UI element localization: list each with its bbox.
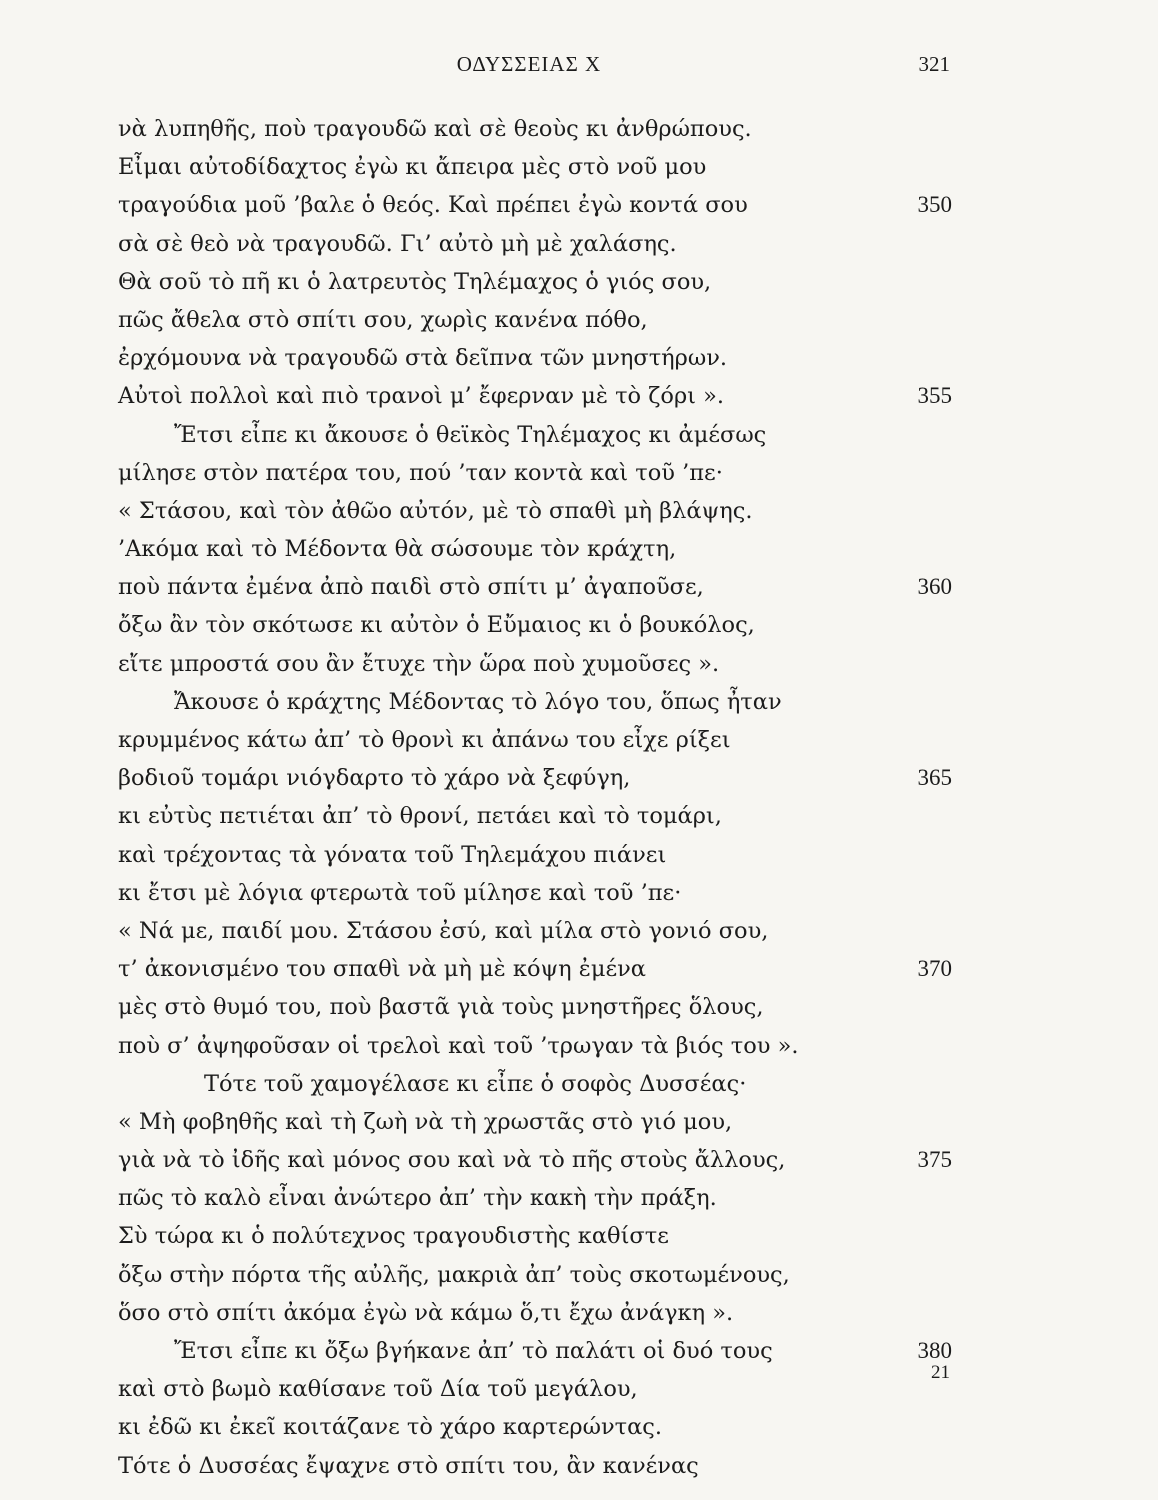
verse-text: ὅσο στὸ σπίτι ἀκόμα ἐγὼ νὰ κάμω ὅ,τι ἔχω ἀνάγκη ». [118,1299,734,1326]
verse-text: Εἶμαι αὐτοδίδαχτος ἐγὼ κι ἄπειρα μὲς στὸ νοῦ μου [118,154,707,181]
verse-line-number: 365 [917,765,952,791]
verse-line [118,416,958,454]
verse-text: Ἔτσι εἶπε κι ὄξω βγήκανε ἀπ’ τὸ παλάτι οἱ δυό τους [174,1338,773,1364]
verse-line [118,1217,958,1255]
running-title: ΟΔΥΣΣΕΙΑΣ Χ [456,52,602,76]
verse-text: κι εὐτὺς πετιέται ἀπ’ τὸ θρονί, πετάει καὶ τὸ τομάρι, [118,803,722,830]
verse-line [118,1408,958,1446]
verse-text: πῶς ἄθελα στὸ σπίτι σου, χωρὶς κανένα πόθο, [118,306,648,333]
signature-mark: 21 [931,1362,950,1383]
verse-line [118,874,958,912]
verse-text: ποὺ πάντα ἐμένα ἀπὸ παιδὶ στὸ σπίτι μ’ ἀγαποῦσε, [118,574,704,601]
verse-text: Θὰ σοῦ τὸ πῆ κι ὁ λατρευτὸς Τηλέμαχος ὁ γιός σου, [118,268,712,295]
verse-line [118,1141,958,1179]
verse-text: « Στάσου, καὶ τὸν ἀθῶο αὐτόν, μὲ τὸ σπαθὶ μὴ βλάψης. [118,497,753,524]
verse-line-number: 370 [917,956,952,982]
verse-text: κι ἔτσι μὲ λόγια φτερωτὰ τοῦ μίλησε καὶ τοῦ ’πε· [118,879,682,906]
verse-line [118,836,958,874]
verse-text: τ’ ἀκονισμένο του σπαθὶ νὰ μὴ μὲ κόψη ἐμένα [118,956,646,983]
verse-text: βοδιοῦ τομάρι νιόγδαρτο τὸ χάρο νὰ ξεφύγη, [118,765,631,792]
verse-line [118,1179,958,1217]
verse-line-number: 375 [917,1147,952,1173]
verse-line [118,606,958,644]
verse-line [118,950,958,988]
verse-text: τραγούδια μοῦ ’βαλε ὁ θεός. Καὶ πρέπει ἐγὼ κοντά σου [118,192,748,219]
verse-line [118,1294,958,1332]
verse-line [118,797,958,835]
verse-line-number: 360 [917,574,952,600]
verse-line [118,988,958,1026]
verse-text: νὰ λυπηθῆς, ποὺ τραγουδῶ καὶ σὲ θεοὺς κι ἀνθρώπους. [118,116,752,142]
verse-line-number: 350 [917,192,952,218]
verse-line [118,645,958,683]
verse-line [118,186,958,224]
verse-line [118,225,958,263]
verse-text: καὶ τρέχοντας τὰ γόνατα τοῦ Τηλεμάχου πιάνει [118,841,667,868]
verse-text: γιὰ νὰ τὸ ἰδῆς καὶ μόνος σου καὶ νὰ τὸ πῆς στοὺς ἄλλους, [118,1147,786,1174]
verse-text: μίλησε στὸν πατέρα του, πού ’ταν κοντὰ καὶ τοῦ ’πε· [118,459,723,486]
verse-line [118,1103,958,1141]
verse-text: Ἔτσι εἶπε κι ἄκουσε ὁ θεϊκὸς Τηλέμαχος κι ἀμέσως [174,421,767,448]
verse-line [118,530,958,568]
verse-line [118,110,958,148]
verse-line [118,1332,958,1370]
verse-line [118,454,958,492]
verse-text: Σὺ τώρα κι ὁ πολύτεχνος τραγουδιστὴς καθίστε [118,1223,669,1250]
verse-line [118,568,958,606]
verse-text: ’Ακόμα καὶ τὸ Μέδοντα θὰ σώσουμε τὸν κράχτη, [118,536,677,563]
verse-line [118,301,958,339]
verse-text: ὄξω ἂν τὸν σκότωσε κι αὐτὸν ὁ Εὔμαιος κι ὁ βουκόλος, [118,612,755,639]
verse-line [118,1027,958,1065]
verse-text: ποὺ σ’ ἀψηφοῦσαν οἱ τρελοὶ καὶ τοῦ ’τρωγαν τὰ βιός του ». [118,1032,799,1059]
verse-text: ὄξω στὴν πόρτα τῆς αὐλῆς, μακριὰ ἀπ’ τοὺς σκοτωμένους, [118,1261,790,1288]
verse-text: πῶς τὸ καλὸ εἶναι ἀνώτερο ἀπ’ τὴν κακὴ τὴν πράξη. [118,1185,717,1212]
verse-text: εἴτε μπροστά σου ἂν ἔτυχε τὴν ὥρα ποὺ χυμοῦσες ». [118,650,720,677]
verse-line-number: 355 [917,383,952,409]
verse-line [118,759,958,797]
verse-line [118,683,958,721]
verse-text: καὶ στὸ βωμὸ καθίσανε τοῦ Δία τοῦ μεγάλου, [118,1376,638,1403]
verse-text: κι ἐδῶ κι ἐκεῖ κοιτάζανε τὸ χάρο καρτερώντας. [118,1414,663,1441]
verse-text: ἐρχόμουνα νὰ τραγουδῶ στὰ δεῖπνα τῶν μνηστήρων. [118,345,728,372]
verse-text: Αὐτοὶ πολλοὶ καὶ πιὸ τρανοὶ μ’ ἔφερναν μὲ τὸ ζόρι ». [118,383,725,410]
verse-text: « Μὴ φοβηθῆς καὶ τὴ ζωὴ νὰ τὴ χρωστᾶς στὸ γιό μου, [118,1108,733,1135]
verse-line [118,1065,958,1103]
verse-text: κρυμμένος κάτω ἀπ’ τὸ θρονὶ κι ἀπάνω του εἶχε ρίξει [118,727,731,753]
verse-line-number: 380 [917,1338,952,1363]
verse-line [118,339,958,377]
verse-text: Τότε τοῦ χαμογέλασε κι εἶπε ὁ σοφὸς Δυσσέας· [204,1070,747,1097]
verse-line [118,263,958,301]
verse-line [118,377,958,415]
verse-text: μὲς στὸ θυμό του, ποὺ βαστᾶ γιὰ τοὺς μνηστῆρες ὅλους, [118,994,764,1021]
verse-text: Ἄκουσε ὁ κράχτης Μέδοντας τὸ λόγο του, ὅπως ἦταν [174,688,782,715]
verse-line [118,1447,958,1485]
verse-line [118,912,958,950]
verse-block [118,110,958,1485]
verse-line [118,492,958,530]
verse-text: Τότε ὁ Δυσσέας ἔψαχνε στὸ σπίτι του, ἂν κανένας [118,1452,699,1479]
verse-line [118,148,958,186]
verse-line [118,1256,958,1294]
page-number: 321 [918,52,950,76]
verse-line [118,721,958,759]
verse-line [118,1370,958,1408]
verse-text: σὰ σὲ θεὸ νὰ τραγουδῶ. Γι’ αὐτὸ μὴ μὲ χαλάσης. [118,230,677,257]
verse-text: « Νά με, παιδί μου. Στάσου ἐσύ, καὶ μίλα στὸ γονιό σου, [118,917,769,944]
